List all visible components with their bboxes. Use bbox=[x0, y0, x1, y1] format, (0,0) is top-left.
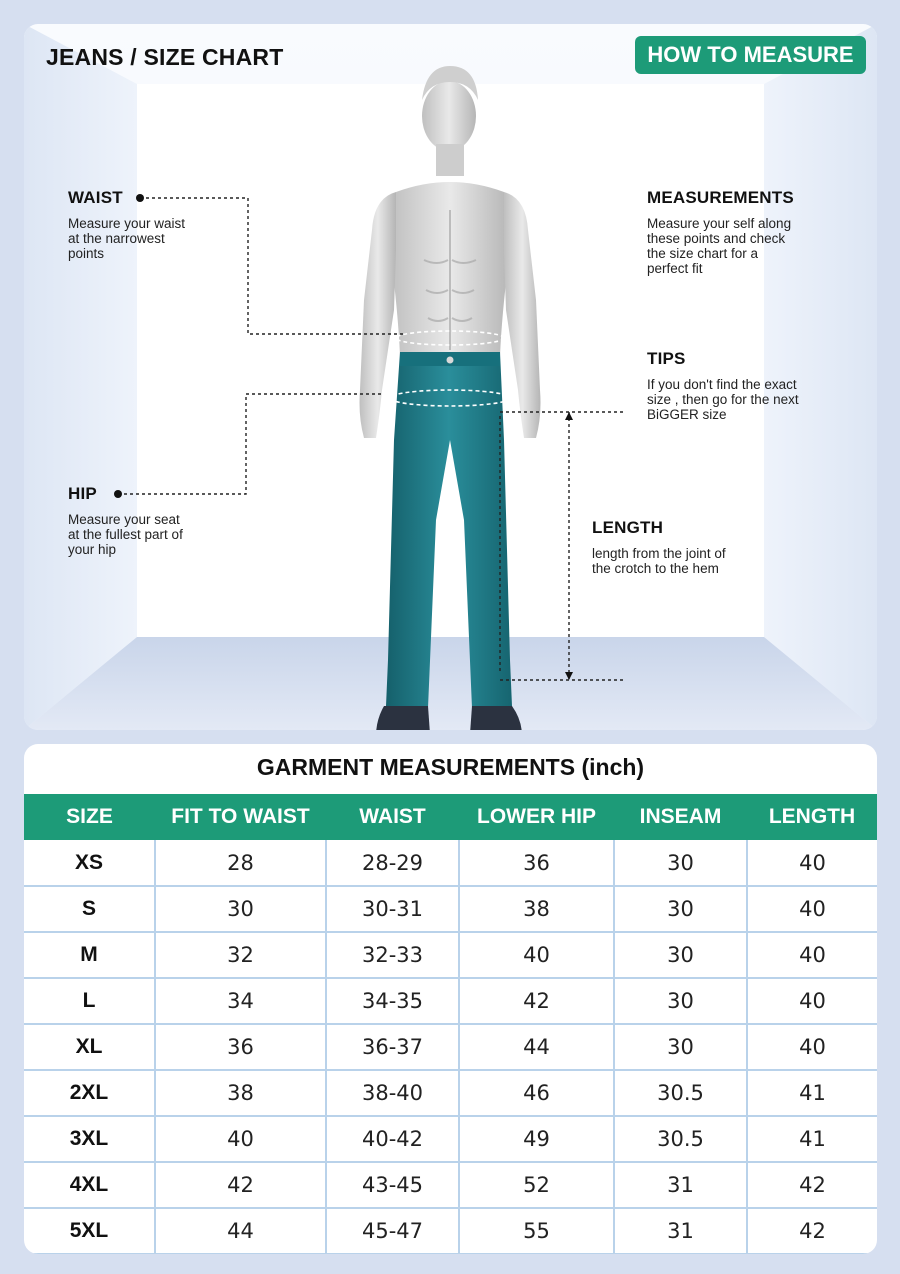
measurement-cell: 30 bbox=[614, 1024, 747, 1070]
size-table bbox=[24, 794, 877, 1254]
measurement-cell: 34 bbox=[155, 978, 326, 1024]
length-note-body: length from the joint of the crotch to the hem bbox=[592, 546, 726, 576]
measurement-cell: 41 bbox=[747, 1070, 877, 1116]
size-label-cell: 4XL bbox=[24, 1162, 155, 1208]
measurement-cell: 42 bbox=[155, 1162, 326, 1208]
measurements-note-title: MEASUREMENTS bbox=[647, 188, 794, 207]
table-title: GARMENT MEASUREMENTS (inch) bbox=[256, 754, 645, 780]
measurements-note-body: Measure your self along these points and check the size chart for a perfect fit bbox=[647, 216, 792, 276]
measurement-cell: 32 bbox=[155, 932, 326, 978]
header-fit-to-waist: FIT TO WAIST bbox=[155, 794, 326, 840]
measurement-cell: 38 bbox=[459, 886, 614, 932]
header-waist: WAIST bbox=[326, 794, 459, 840]
measurement-cell: 34-35 bbox=[326, 978, 459, 1024]
hip-note bbox=[68, 484, 183, 557]
measurement-cell: 42 bbox=[459, 978, 614, 1024]
size-label-cell: 2XL bbox=[24, 1070, 155, 1116]
size-label-cell: XS bbox=[24, 840, 155, 886]
measurement-cell: 42 bbox=[747, 1208, 877, 1254]
tips-note-title: TIPS bbox=[647, 349, 686, 368]
measurement-cell: 30.5 bbox=[614, 1116, 747, 1162]
length-note bbox=[592, 518, 726, 576]
measurement-cell: 40 bbox=[747, 1024, 877, 1070]
page-title: JEANS / SIZE CHART bbox=[46, 44, 284, 70]
measurement-cell: 31 bbox=[614, 1208, 747, 1254]
table-row bbox=[24, 1070, 877, 1116]
table-row bbox=[24, 1208, 877, 1254]
measurement-cell: 36-37 bbox=[326, 1024, 459, 1070]
header-size: SIZE bbox=[24, 794, 155, 840]
measurement-cell: 30 bbox=[614, 886, 747, 932]
hip-note-body: Measure your seat at the fullest part of your hip bbox=[68, 512, 183, 557]
table-row bbox=[24, 978, 877, 1024]
size-label-cell: XL bbox=[24, 1024, 155, 1070]
measurement-cell: 36 bbox=[155, 1024, 326, 1070]
header-length: LENGTH bbox=[747, 794, 877, 840]
measurement-cell: 49 bbox=[459, 1116, 614, 1162]
table-row bbox=[24, 1162, 877, 1208]
tips-note-body: If you don't find the exact size , then go for the next BiGGER size bbox=[647, 377, 799, 422]
measurement-cell: 44 bbox=[155, 1208, 326, 1254]
measurement-cell: 40 bbox=[747, 840, 877, 886]
measurement-cell: 30 bbox=[614, 978, 747, 1024]
tips-note bbox=[647, 349, 799, 422]
measurement-cell: 38-40 bbox=[326, 1070, 459, 1116]
size-label-cell: M bbox=[24, 932, 155, 978]
measurement-cell: 42 bbox=[747, 1162, 877, 1208]
measurement-cell: 43-45 bbox=[326, 1162, 459, 1208]
measurement-cell: 30 bbox=[614, 932, 747, 978]
measurement-cell: 28 bbox=[155, 840, 326, 886]
waist-note-title: WAIST bbox=[68, 188, 123, 207]
measurement-cell: 46 bbox=[459, 1070, 614, 1116]
measurement-cell: 41 bbox=[747, 1116, 877, 1162]
size-label-cell: L bbox=[24, 978, 155, 1024]
measurement-cell: 32-33 bbox=[326, 932, 459, 978]
measurement-cell: 40 bbox=[459, 932, 614, 978]
table-row bbox=[24, 1116, 877, 1162]
measurement-cell: 36 bbox=[459, 840, 614, 886]
waist-note bbox=[68, 188, 185, 261]
measurements-note bbox=[647, 188, 794, 276]
size-label-cell: 5XL bbox=[24, 1208, 155, 1254]
measurement-cell: 45-47 bbox=[326, 1208, 459, 1254]
measurement-cell: 28-29 bbox=[326, 840, 459, 886]
measurement-cell: 38 bbox=[155, 1070, 326, 1116]
measurement-cell: 40-42 bbox=[326, 1116, 459, 1162]
measurement-cell: 30 bbox=[614, 840, 747, 886]
garment-measurements-panel bbox=[24, 744, 877, 1254]
measurement-cell: 44 bbox=[459, 1024, 614, 1070]
table-row bbox=[24, 840, 877, 886]
table-row bbox=[24, 886, 877, 932]
length-note-title: LENGTH bbox=[592, 518, 664, 537]
size-label-cell: 3XL bbox=[24, 1116, 155, 1162]
measurement-cell: 40 bbox=[747, 886, 877, 932]
measurement-cell: 30 bbox=[155, 886, 326, 932]
size-label-cell: S bbox=[24, 886, 155, 932]
measurement-cell: 52 bbox=[459, 1162, 614, 1208]
how-to-measure-panel bbox=[24, 24, 877, 730]
hip-note-title: HIP bbox=[68, 484, 97, 503]
table-body bbox=[24, 840, 877, 1254]
table-row bbox=[24, 1024, 877, 1070]
how-to-measure-button[interactable]: HOW TO MEASURE bbox=[635, 36, 866, 74]
waist-note-body: Measure your waist at the narrowest points bbox=[68, 216, 186, 261]
measurement-cell: 40 bbox=[155, 1116, 326, 1162]
header-inseam: INSEAM bbox=[614, 794, 747, 840]
measurement-cell: 40 bbox=[747, 978, 877, 1024]
measurement-cell: 30.5 bbox=[614, 1070, 747, 1116]
measurement-cell: 40 bbox=[747, 932, 877, 978]
measurement-cell: 31 bbox=[614, 1162, 747, 1208]
measurement-cell: 30-31 bbox=[326, 886, 459, 932]
measurement-cell: 55 bbox=[459, 1208, 614, 1254]
table-row bbox=[24, 932, 877, 978]
header-lower-hip: LOWER HIP bbox=[459, 794, 614, 840]
table-header-row bbox=[24, 794, 877, 840]
